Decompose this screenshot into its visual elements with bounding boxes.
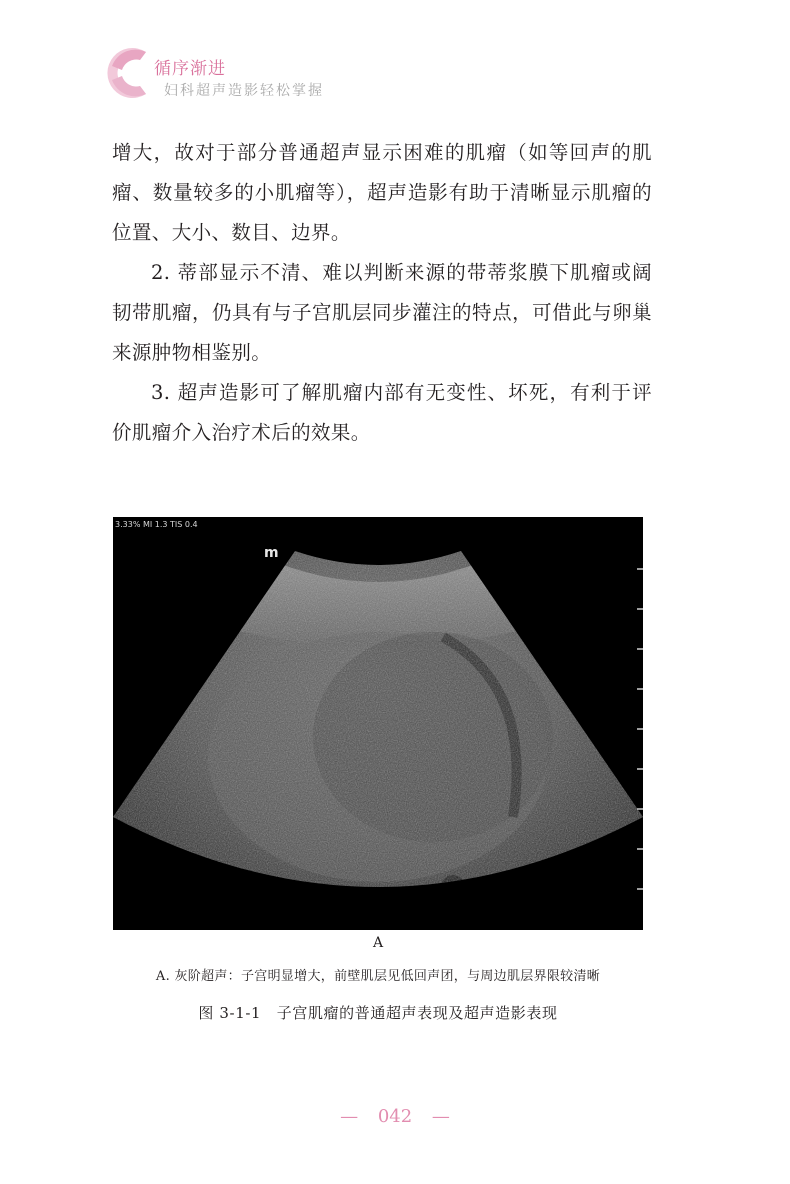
paragraph: 3. 超声造影可了解肌瘤内部有无变性、坏死，有利于评价肌瘤介入治疗术后的效果。	[112, 381, 652, 444]
paragraph: 2. 蒂部显示不清、难以判断来源的带蒂浆膜下肌瘤或阔韧带肌瘤，仍具有与子宫肌层同步灌注的特点，可借此与卵巢来源肿物相鉴别。	[112, 261, 652, 364]
probe-marker: m	[264, 545, 279, 561]
running-header	[102, 42, 422, 112]
body-text	[112, 133, 652, 453]
footer-dash: —	[340, 1106, 359, 1127]
ultrasound-scan	[113, 517, 643, 930]
panel-caption: A. 灰阶超声：子宫明显增大，前壁肌层见低回声团，与周边肌层界限较清晰	[155, 969, 601, 984]
footer-dash: —	[431, 1106, 450, 1127]
panel-letter: A	[372, 935, 384, 951]
paragraph: 增大，故对于部分普通超声显示困难的肌瘤（如等回声的肌瘤、数量较多的小肌瘤等），超声造影有助于清晰显示肌瘤的位置、大小、数目、边界。	[112, 141, 652, 244]
scan-overlay-text: 3.33% MI 1.3 TIS 0.4	[115, 520, 198, 529]
series-title: 循序渐进	[154, 59, 226, 79]
page-number: 042	[377, 1106, 413, 1127]
book-title: 妇科超声造影轻松掌握	[164, 83, 324, 99]
page-footer	[0, 1106, 790, 1127]
ultrasound-image	[113, 517, 643, 930]
figure-title: 图 3-1-1 子宫肌瘤的普通超声表现及超声造影表现	[198, 1004, 558, 1022]
